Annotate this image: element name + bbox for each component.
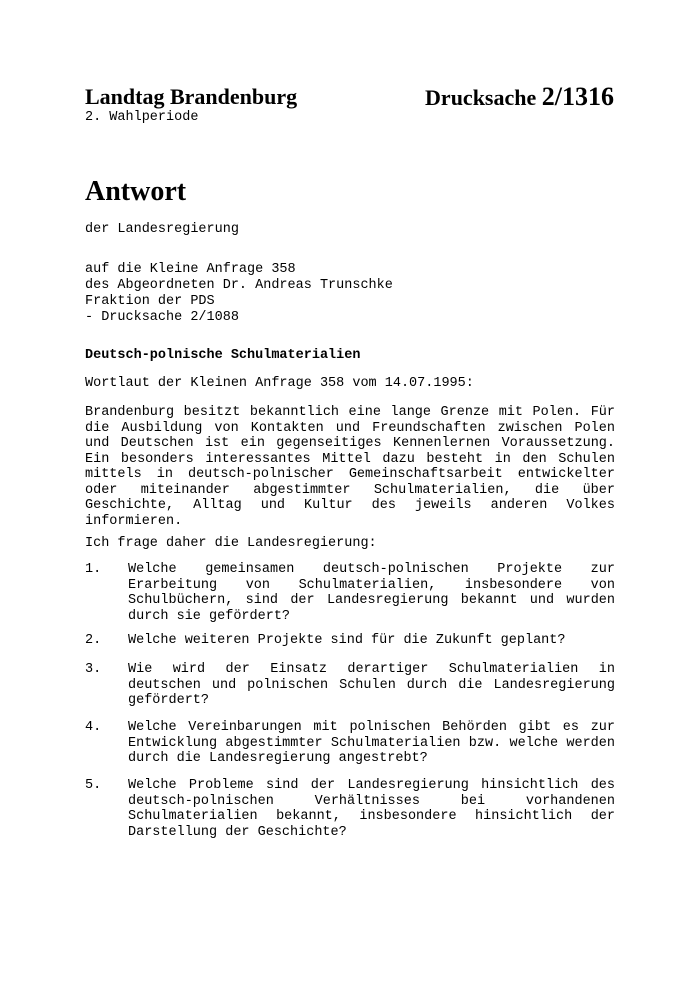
parliament-name: Landtag Brandenburg bbox=[85, 84, 298, 109]
question-number: 3. bbox=[85, 662, 102, 677]
anfrage-line: - Drucksache 2/1088 bbox=[85, 310, 239, 325]
question-number: 1. bbox=[85, 562, 102, 577]
anfrage-line: auf die Kleine Anfrage 358 bbox=[85, 262, 296, 277]
question-number: 2. bbox=[85, 633, 102, 648]
document-subtitle: der Landesregierung bbox=[85, 222, 239, 237]
drucksache-label: Drucksache bbox=[425, 85, 537, 110]
body-paragraph: Brandenburg besitzt bekanntlich eine lange Grenze mit Polen. Für die Ausbildung von Kontakten und Freundschaften zwischen Polen und Deutschen ist ein gegenseitiges Kennenlernen Voraussetzung. Ein besonders interessantes Mittel dazu besteht in den Schulen mittels in deutsch-polnischer Gemeinschaftsarbeit entwickelter oder miteinander abgestimmter Schulmaterialien, die über Geschichte, Alltag und Kultur des jeweils anderen Volkes informieren. bbox=[85, 405, 615, 529]
topic-heading: Deutsch-polnische Schulmaterialien bbox=[85, 348, 361, 363]
anfrage-block bbox=[85, 262, 393, 326]
document-title: Antwort bbox=[85, 176, 187, 207]
wahlperiode: 2. Wahlperiode bbox=[85, 110, 199, 125]
question-number: 4. bbox=[85, 720, 102, 735]
frage-intro: Ich frage daher die Landesregierung: bbox=[85, 536, 377, 551]
anfrage-line: Fraktion der PDS bbox=[85, 294, 215, 309]
question-item bbox=[85, 562, 615, 624]
drucksache-heading bbox=[425, 84, 614, 111]
question-text: Welche Vereinbarungen mit polnischen Behörden gibt es zur Entwicklung abgestimmter Schulmaterialien bzw. welche werden durch die Landesregierung angestrebt? bbox=[128, 720, 615, 766]
wortlaut-line: Wortlaut der Kleinen Anfrage 358 vom 14.07.1995: bbox=[85, 376, 474, 391]
question-item bbox=[85, 720, 615, 767]
question-text: Welche Probleme sind der Landesregierung hinsichtlich des deutsch-polnischen Verhältnisses bei vorhandenen Schulmaterialien bekannt, insbesondere hinsichtlich der Darstellung der Geschichte? bbox=[128, 778, 615, 840]
question-list bbox=[85, 562, 615, 840]
question-item bbox=[85, 778, 615, 840]
drucksache-number: 2/1316 bbox=[541, 82, 614, 111]
anfrage-line: des Abgeordneten Dr. Andreas Trunschke bbox=[85, 278, 393, 293]
question-text: Welche gemeinsamen deutsch-polnischen Projekte zur Erarbeitung von Schulmaterialien, insbesondere von Schulbüchern, sind der Landesregierung bekannt und wurden durch sie gefördert? bbox=[128, 562, 615, 624]
question-text: Wie wird der Einsatz derartiger Schulmaterialien in deutschen und polnischen Schulen durch die Landesregierung gefördert? bbox=[128, 662, 615, 708]
question-item bbox=[85, 662, 615, 709]
question-number: 5. bbox=[85, 778, 102, 793]
question-item bbox=[85, 633, 615, 649]
question-text: Welche weiteren Projekte sind für die Zukunft geplant? bbox=[128, 633, 566, 648]
